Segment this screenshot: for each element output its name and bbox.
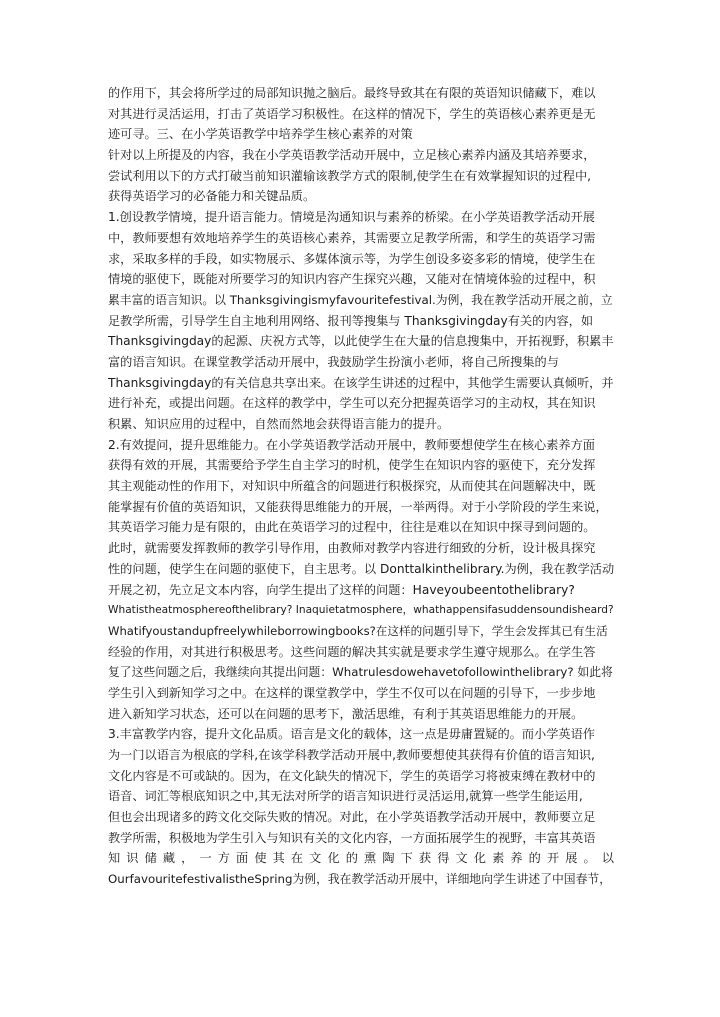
text-line: 获得有效的开展，其需要给予学生自主学习的时机，使学生在知识内容的驱使下，充分发挥	[108, 458, 596, 473]
text-line: 的作用下，其会将所学过的局部知识抛之脑后。最终导致其在有限的英语知识储藏下，难以	[108, 86, 596, 100]
text-line: 尝试利用以下的方式打破当前知识灌输该教学方式的限制,使学生在有效掌握知识的过程中,	[108, 168, 592, 183]
text-line: 开展之初，先立足文本内容，向学生提出了这样的问题：Haveyoubeentothelibrary?	[108, 582, 575, 597]
text-line: 积累、知识应用的过程中，自然而然地会获得语言能力的提升。	[108, 417, 450, 431]
text-line: 获得英语学习的必备能力和关键品质。	[108, 189, 316, 204]
text-line: 中，教师要想有效地培养学生的英语核心素养，其需要立足教学所需，和学生的英语学习需	[108, 230, 596, 245]
text-line: Thanksgivingday的起源、庆祝方式等，以此使学生在大量的信息搜集中，开拓视野，积累丰	[108, 334, 614, 349]
text-line: 知识储藏，一方面使其在文化的熏陶下获得文化素养的开展。以	[108, 851, 614, 866]
text-line: 复了这些问题之后，我继续向其提出问题：Whatrulesdowehavetofollowinthelibrary? 如此将	[108, 665, 613, 680]
text-line: 学生引入到新知学习之中。在这样的课堂教学中，学生不仅可以在问题的引导下，一步步地	[108, 685, 596, 700]
text-line: 进行补充，或提出问题。在这样的教学中，学生可以充分把握英语学习的主动权，其在知识	[108, 396, 596, 411]
text-line: 2.有效提问，提升思维能力。在小学英语教学活动开展中，教师要想使学生在核心素养方面	[108, 437, 595, 452]
text-line: 求，采取多样的手段，如实物展示、多媒体演示等，为学生创设多姿多彩的情境，使学生在	[108, 251, 596, 266]
text-line: 教学所需，积极地为学生引入与知识有关的文化内容，一方面拓展学生的视野，丰富其英语	[108, 830, 596, 845]
text-line: 其英语学习能力是有限的，由此在英语学习的过程中，往往是难以在知识中探寻到问题的。	[108, 520, 596, 535]
text-line: OurfavouritefestivalistheSpring为例，我在教学活动开展中，详细地向学生讲述了中国春节，	[108, 872, 611, 887]
text-line: 足教学所需，引导学生自主地利用网络、报刊等搜集与 Thanksgivingday有关的内容，如	[108, 313, 594, 328]
text-line: Whatifyoustandupfreelywhileborrowingbooks?在这样的问题引导下，学生会发挥其已有生活	[108, 623, 608, 638]
text-line: Thanksgivingday的有关信息共享出来。在该学生讲述的过程中，其他学生需要认真倾听，并	[108, 375, 614, 390]
text-line: 为一门以语言为根底的学科,在该学科教学活动开展中,教师要想使其获得有价值的语言知识,	[108, 748, 595, 762]
text-line: 情境的驱使下，既能对所要学习的知识内容产生探究兴趣，又能对在情境体验的过程中，积	[108, 272, 596, 287]
text-line: 对其进行灵活运用，打击了英语学习积极性。在这样的情况下，学生的英语核心素养更是无	[108, 106, 596, 121]
text-line: 3.丰富教学内容，提升文化品质。语言是文化的载体，这一点是毋庸置疑的。而小学英语作	[108, 727, 595, 742]
text-line: 迹可寻。三、在小学英语教学中培养学生核心素养的对策	[108, 127, 413, 142]
text-line: 针对以上所提及的内容，我在小学英语教学活动开展中，立足核心素养内涵及其培养要求，	[108, 148, 596, 163]
text-line: 能掌握有价值的英语知识，又能获得思维能力的开展，一举两得。对于小学阶段的学生来说，	[108, 499, 608, 514]
text-line: 性的问题，使学生在问题的驱使下，自主思考。以 Donttalkinthelibrary.为例，我在教学活动	[108, 561, 614, 576]
text-line: 但也会出现诸多的跨文化交际失败的情况。对此，在小学英语教学活动开展中，教师要立足	[108, 810, 596, 825]
text-line: 富的语言知识。在课堂教学活动开展中，我鼓励学生扮演小老师，将自己所搜集的与	[108, 354, 559, 369]
text-line: 累丰富的语言知识。以 Thanksgivingismyfavouritefestival.为例，我在教学活动开展之前，立	[108, 292, 613, 307]
text-line: Whatistheatmosphereofthelibrary? Inaquietatmosphere，whathappensifasuddensoundisheard?	[108, 604, 614, 617]
text-line: 经验的作用，对其进行积极思考。这些问题的解决其实就是要求学生遵守规那么。在学生答	[108, 644, 596, 659]
text-line: 1.创设教学情境，提升语言能力。情境是沟通知识与素养的桥梁。在小学英语教学活动开展	[108, 210, 595, 225]
text-line: 语音、词汇等根底知识之中,其无法对所学的语言知识进行灵活运用,就算一些学生能运用,	[108, 789, 583, 804]
document-body	[108, 83, 614, 890]
text-line: 此时，就需要发挥教师的教学引导作用，由教师对教学内容进行细致的分析，设计极具探究	[108, 541, 596, 556]
text-line: 进入新知学习状态，还可以在问题的思考下，激活思维，有利于其英语思维能力的开展。	[108, 706, 584, 721]
text-line: 其主观能动性的作用下，对知识中所蕴含的问题进行积极探究，从而使其在问题解决中，既	[108, 479, 596, 494]
text-line: 文化内容是不可或缺的。因为，在文化缺失的情况下，学生的英语学习将被束缚在教材中的	[108, 768, 596, 783]
